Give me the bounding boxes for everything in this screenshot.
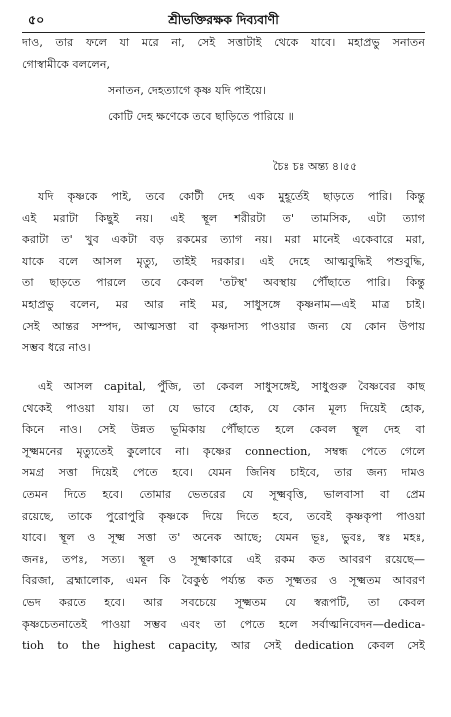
paragraph-2 bbox=[22, 186, 425, 359]
text-line: সমগ্র সত্তা দিয়েই পেতে হবে। যেমন জিনিষ চাইবে, তার জন্য দামও bbox=[22, 466, 425, 480]
text-line: গোস্বামীকে বললেন, bbox=[22, 57, 111, 71]
text-line: মহাপ্রভু বলেন, মর আর নাই মর, সাধুসঙ্গে কৃষ্ণনাম—এই মাত্র চাই। bbox=[22, 297, 425, 311]
text-line: যাকে বলে আসল মৃত্যু, তাইই দরকার। এই দেহে আত্মবুদ্ধিই পশুবুদ্ধি, bbox=[22, 254, 425, 268]
text-line: সম্ভব ধরে নাও। bbox=[22, 341, 91, 355]
page-header bbox=[22, 10, 425, 33]
paragraph-1 bbox=[22, 32, 425, 75]
text-line: এই মরাটা কিছুই নয়। এই স্থূল শরীরটা ত' তামসিক, এটা ত্যাগ bbox=[22, 211, 425, 225]
verse-line: কোটি দেহ ক্ষণেকে তবে ছাড়িতে পারিয়ে ॥ bbox=[108, 110, 295, 123]
text-line: যাবে। স্থূল ও সূক্ষ্ম সত্তা ত' অনেক আছে; যেমন ভূঃ, ভুবঃ, স্বঃ মহঃ, bbox=[22, 531, 425, 545]
text-line: ভেদ করতে হবে। আর সবচেয়ে সূক্ষ্মতম যে স্বরূপটি, তা কেবল bbox=[22, 595, 425, 609]
text-line: তা ছাড়তে পারলে তবে কেবল 'তটস্থ' অবস্থায় পৌঁছাতে পারি। কিন্তু bbox=[22, 276, 425, 290]
text-line: থেকেই পাওয়া যায়। তা যে ভাবে হোক, যে কোন মূল্য দিয়েই হোক, bbox=[22, 401, 425, 415]
text-line: কিনে নাও। সেই উন্নত ভূমিকায় পৌঁছাতে হলে কেবল স্থূল দেহ বা bbox=[22, 423, 425, 437]
text-line: কৃষ্ণচেতনাতেই পাওয়া সম্ভব এবং তা পেতে হলে সর্বাত্মনিবেদন—dedica- bbox=[22, 617, 425, 631]
text-line: জনঃ, তপঃ, সত্য। স্থূল ও সূক্ষ্মাকারে এই রকম কত আবরণ রয়েছে— bbox=[22, 552, 425, 566]
text-line: এই আসল capital, পুঁজি, তা কেবল সাধুসঙ্গেই, সাধুগুরু বৈষ্ণবের কাছ bbox=[38, 380, 425, 393]
text-line: রয়েছে, তাকে পুরোপুরি কৃষ্ণকে দিয়ে দিতে হবে, তবেই কৃষ্ণকৃপা পাওয়া bbox=[22, 509, 425, 523]
text-line: করাটা ত' খুব একটা বড় রকমের ত্যাগ নয়। মরা মানেই একেবারে মরা, bbox=[22, 233, 425, 247]
verse-reference: চৈঃ চঃ অন্ত্য ৪।৫৫ bbox=[273, 160, 358, 173]
paragraph-3 bbox=[22, 376, 425, 657]
page-number: ৫০ bbox=[28, 12, 45, 27]
verse-quote bbox=[108, 78, 294, 130]
text-line: সেই আন্তর সম্পদ, আত্মসত্তা বা কৃষ্ণদাস্য পাওয়ার জন্য যে কোন উপায় bbox=[22, 319, 425, 333]
running-title: শ্রীভক্তিরক্ষক দিব্যবাণী bbox=[168, 12, 279, 27]
text-line: tioh to the highest capacity, আর সেই dedication কেবল সেই bbox=[22, 639, 425, 653]
verse-line: সনাতন, দেহত্যাগে কৃষ্ণ যদি পাইয়ে। bbox=[108, 84, 266, 97]
text-line: সূক্ষ্মমনের মৃত্যুতেই কুলোবে না। কৃষ্ণের connection, সম্বন্ধ পেতে গেলে bbox=[22, 444, 425, 458]
text-line: যদি কৃষ্ণকে পাই, তবে কোটী দেহ এক মুহূর্তেই ছাড়তে পারি। কিন্তু bbox=[38, 190, 425, 203]
text-line: বিরজা, ব্রহ্মালোক, এমন কি বৈকুণ্ঠ পর্য্যন্ত কত সূক্ষ্মতর ও সূক্ষ্মতম আবরণ bbox=[22, 574, 425, 588]
text-line: দাও, তার ফলে যা মরে না, সেই সত্তাটাই থেকে যাবে। মহাপ্রভু সনাতন bbox=[22, 36, 425, 49]
text-line: তেমন দিতে হবে। তোমার ভেতরের যে সূক্ষ্মবৃত্তি, ভালবাসা বা প্রেম bbox=[22, 487, 425, 501]
